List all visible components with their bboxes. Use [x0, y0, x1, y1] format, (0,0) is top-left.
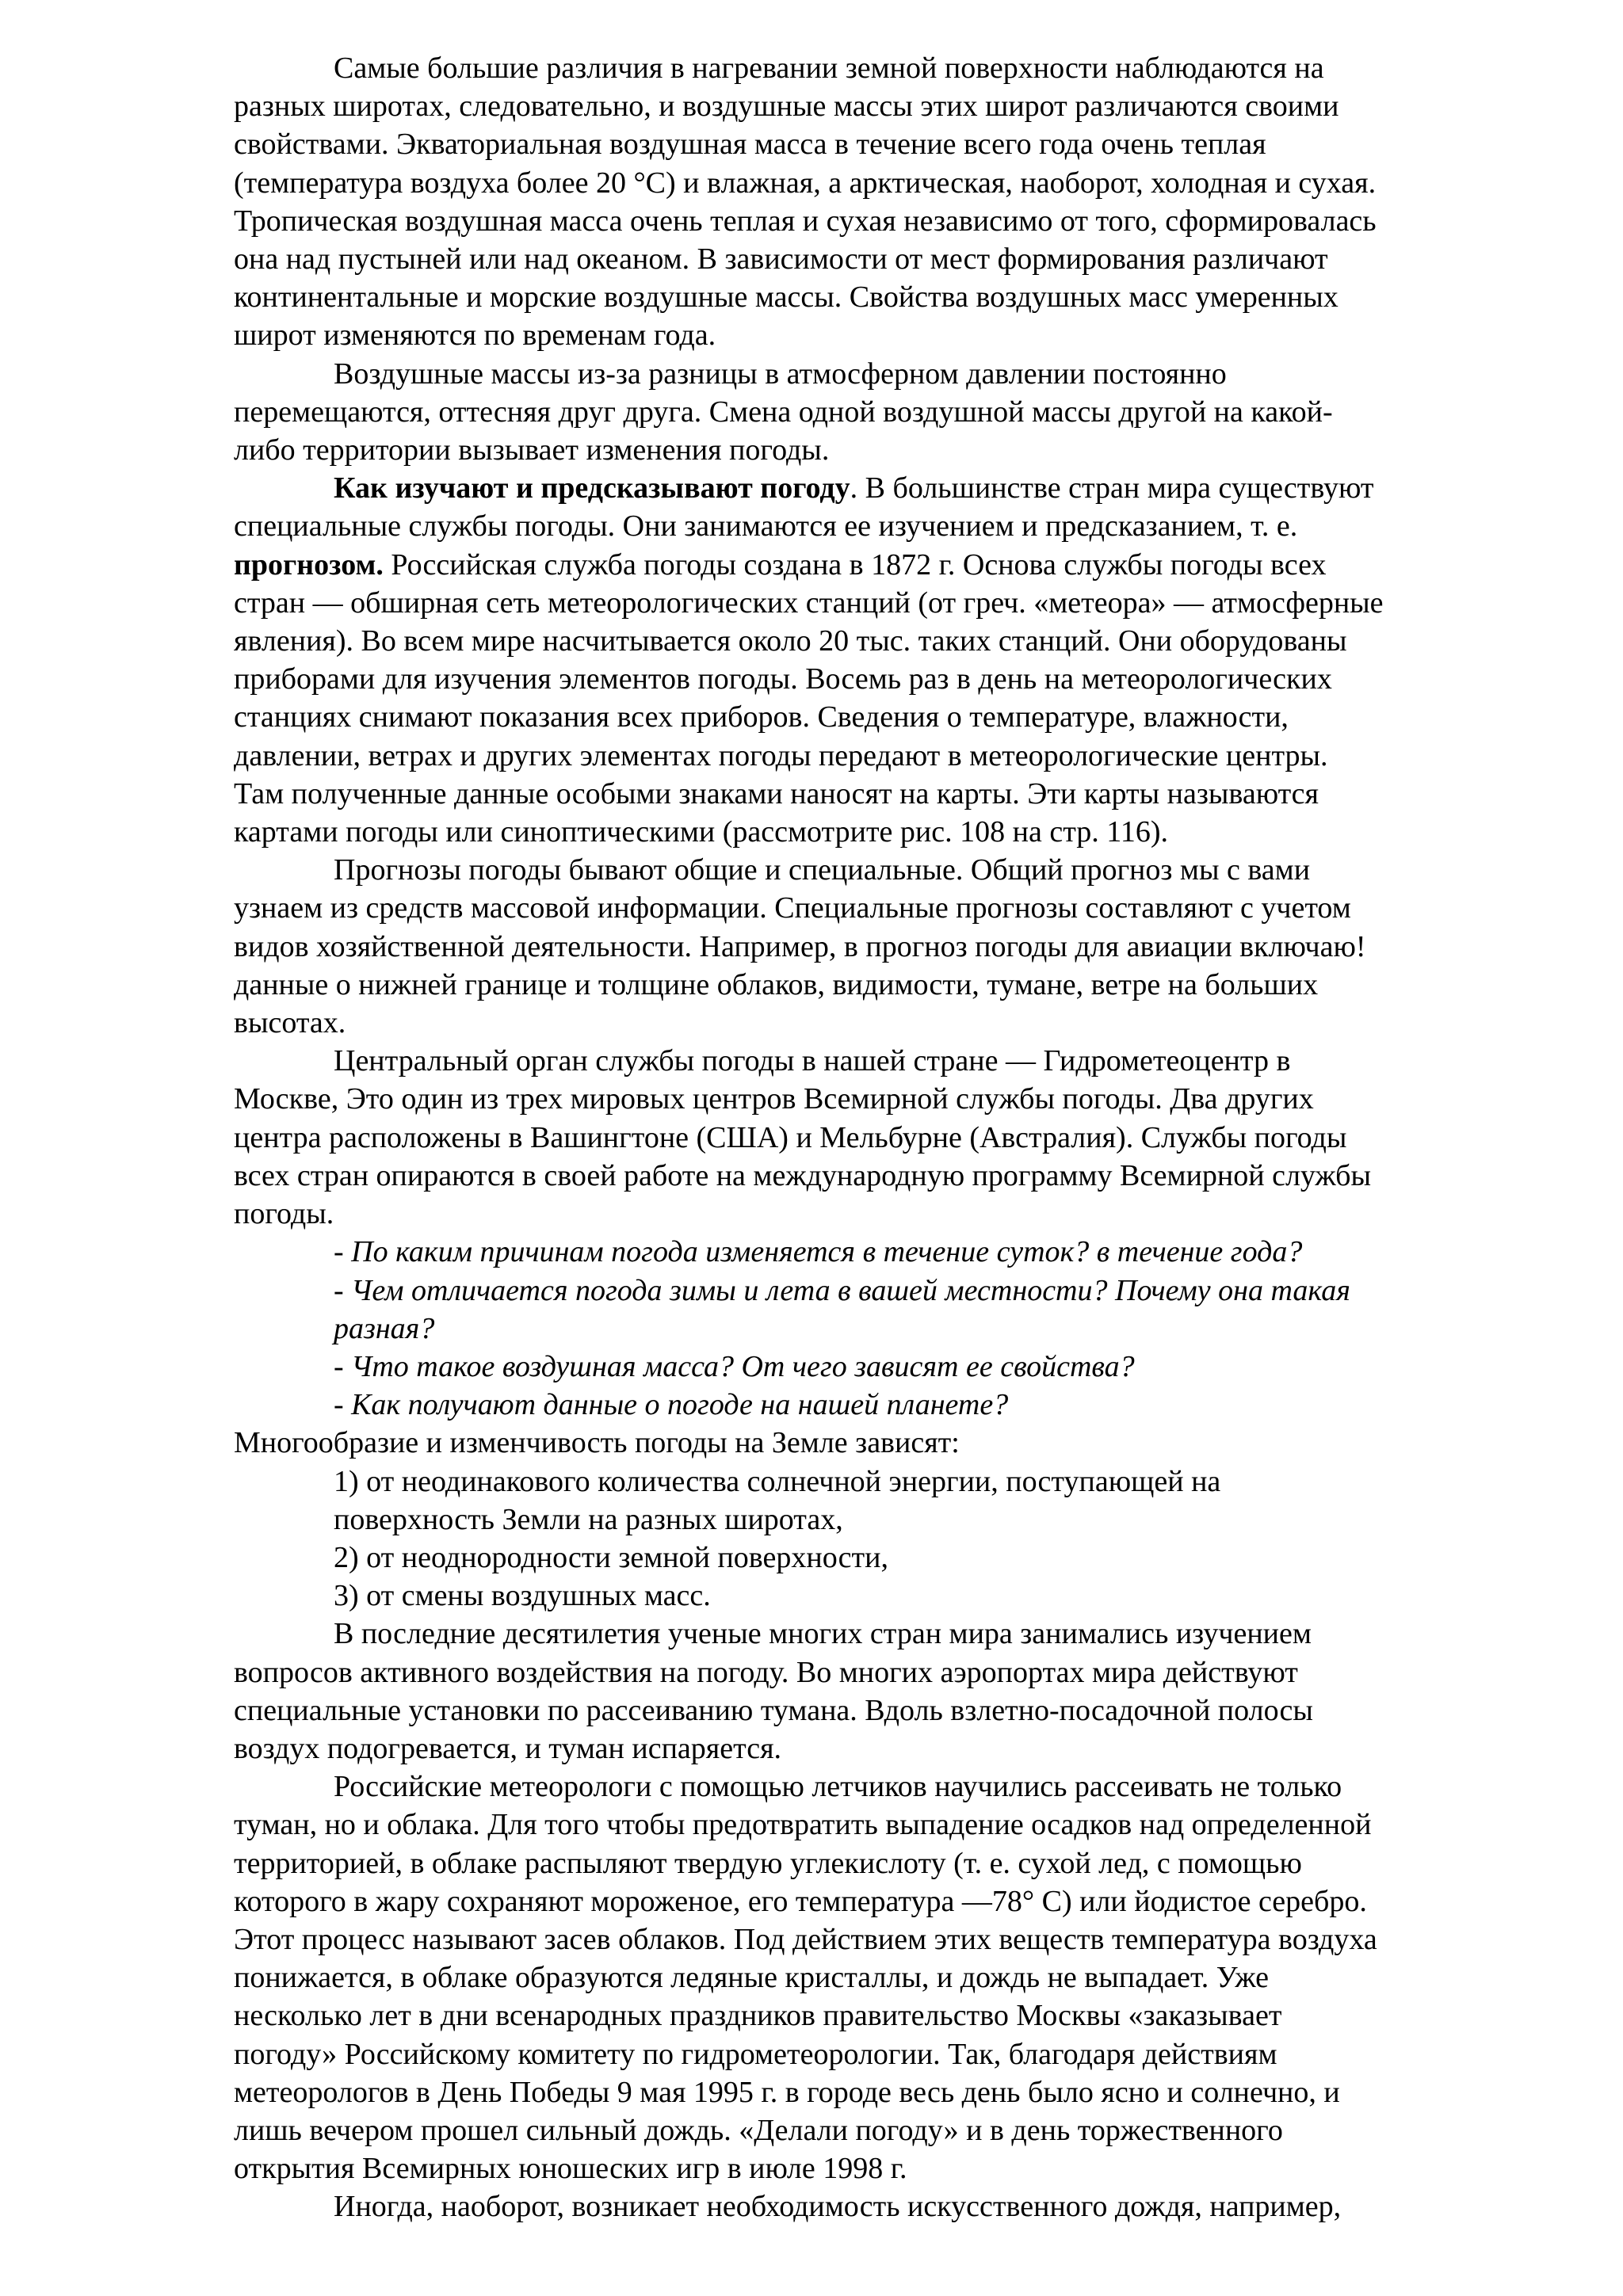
paragraph-weather-forecasting	[234, 469, 1502, 851]
text-line: погоду» Российскому комитету по гидрометеорологии. Так, благодаря действиям	[234, 2037, 1277, 2071]
text-line: она над пустыней или над океаном. В зависимости от мест формирования различают	[234, 242, 1328, 277]
text-line: 3) от смены воздушных масс.	[334, 1579, 711, 1613]
text-line: несколько лет в дни всенародных праздников правительство Москвы «заказывает	[234, 1999, 1282, 2033]
text-line: туман, но и облака. Для того чтобы предотвратить выпадение осадков над определенной	[234, 1808, 1372, 1842]
text-line: разная?	[334, 1311, 435, 1345]
text-line: территорией, в облаке распыляют твердую углекислоту (т. е. сухой лед, с помощью	[234, 1846, 1302, 1880]
text-line: поверхность Земли на разных широтах,	[334, 1502, 843, 1536]
term-forecast: прогнозом.	[234, 547, 384, 582]
text-line: давлении, ветрах и других элементах погоды передают в метеорологические центры.	[234, 738, 1328, 772]
question-item	[234, 1272, 1502, 1348]
text-line: видов хозяйственной деятельности. Например, в прогноз погоды для авиации включаю!	[234, 929, 1366, 963]
question-item	[234, 1386, 1502, 1424]
paragraph-fog-dispersal	[234, 1615, 1502, 1768]
text-line: центра расположены в Вашингтоне (США) и Мельбурне (Австралия). Службы погоды	[234, 1120, 1347, 1154]
paragraph-artificial-rain	[234, 2187, 1502, 2225]
text-line: погоды.	[234, 1197, 334, 1231]
text-line: Российские метеорологи с помощью летчиков научились рассеивать не только	[334, 1770, 1342, 1804]
text-line: либо территории вызывает изменения погоды.	[234, 433, 830, 467]
text-line: Центральный орган службы погоды в нашей стране — Гидрометеоцентр в	[334, 1044, 1291, 1078]
text-line: узнаем из средств массовой информации. Специальные прогнозы составляют с учетом	[234, 891, 1351, 925]
text-line: картами погоды или синоптическими (рассмотрите рис. 108 на стр. 116).	[234, 815, 1169, 849]
text-line: приборами для изучения элементов погоды. Восемь раз в день на метеорологических	[234, 662, 1332, 696]
text-line: Тропическая воздушная масса очень теплая и сухая независимо от того, сформировалась	[234, 204, 1377, 238]
text-line: перемещаются, оттесняя друг друга. Смена одной воздушной массы другой на какой-	[234, 395, 1333, 429]
text-line: стран — обширная сеть метеорологических станций (от греч. «метеора» — атмосферные	[234, 585, 1384, 620]
list-item	[234, 1539, 1502, 1577]
text-line: открытия Всемирных юношеских игр в июле 1998 г.	[234, 2152, 907, 2186]
text-line: вопросов активного воздействия на погоду. Во многих аэропортах мира действуют	[234, 1655, 1298, 1689]
text-line: разных широтах, следовательно, и воздушные массы этих широт различаются своими	[234, 90, 1339, 124]
text-line: - Чем отличается погода зимы и лета в вашей местности? Почему она такая	[334, 1273, 1350, 1307]
text-line	[234, 469, 1502, 507]
text-line: специальные службы погоды. Они занимаются ее изучением и предсказанием, т. е.	[234, 509, 1298, 543]
text-line: специальные установки по рассеиванию тумана. Вдоль взлетно-посадочной полосы	[234, 1693, 1313, 1727]
text-line: метеорологов в День Победы 9 мая 1995 г. в городе весь день было ясно и солнечно, и	[234, 2075, 1340, 2109]
text-line: Воздушные массы из-за разницы в атмосферном давлении постоянно	[334, 357, 1227, 391]
paragraph-cloud-seeding	[234, 1768, 1502, 2187]
paragraph-air-mass-movement	[234, 355, 1502, 470]
section-heading: Как изучают и предсказывают погоду	[334, 471, 850, 505]
text-line: В последние десятилетия ученые многих стран мира занимались изучением	[334, 1617, 1312, 1651]
text-fragment: . В большинстве стран мира существуют	[850, 471, 1374, 505]
text-line: Там полученные данные особыми знаками наносят на карты. Эти карты называются	[234, 776, 1319, 810]
text-line: Прогнозы погоды бывают общие и специальные. Общий прогноз мы с вами	[334, 853, 1311, 887]
factors-list	[234, 1463, 1502, 1615]
text-line: всех стран опираются в своей работе на международную программу Всемирной службы	[234, 1158, 1372, 1192]
review-questions	[234, 1233, 1502, 1424]
list-item	[234, 1463, 1502, 1539]
text-line: свойствами. Экваториальная воздушная масса в течение всего года очень теплая	[234, 128, 1266, 162]
text-line: воздух подогревается, и туман испаряется.	[234, 1731, 782, 1765]
document-body	[234, 49, 1502, 2226]
text-line: - Что такое воздушная масса? От чего зависят ее свойства?	[334, 1349, 1135, 1383]
text-line: Многообразие и изменчивость погоды на Земле зависят:	[234, 1426, 960, 1460]
text-line: - Как получают данные о погоде на нашей планете?	[334, 1388, 1009, 1422]
text-line: явления). Во всем мире насчитывается около 20 тыс. таких станций. Они оборудованы	[234, 624, 1347, 658]
text-line: Этот процесс называют засев облаков. Под действием этих веществ температура воздуха	[234, 1922, 1377, 1956]
text-line: широт изменяются по временам года.	[234, 318, 716, 353]
text-line: (температура воздуха более 20 °С) и влажная, а арктическая, наоборот, холодная и сухая.	[234, 166, 1377, 200]
text-line: данные о нижней границе и толщине облаков, видимости, тумане, ветре на больших	[234, 967, 1319, 1001]
paragraph-hydrometcenter	[234, 1042, 1502, 1233]
paragraph-air-masses	[234, 49, 1502, 355]
text-fragment: Российская служба погоды создана в 1872 г. Основа службы погоды всех	[383, 547, 1327, 582]
factors-intro	[234, 1424, 1502, 1462]
text-line: 2) от неоднородности земной поверхности,	[334, 1540, 888, 1574]
paragraph-forecast-types	[234, 851, 1502, 1042]
text-line: лишь вечером прошел сильный дождь. «Делали погоду» и в день торжественного	[234, 2113, 1283, 2147]
text-line: Самые большие различия в нагревании земной поверхности наблюдаются на	[334, 51, 1324, 85]
text-line: Иногда, наоборот, возникает необходимость искусственного дождя, например,	[334, 2190, 1342, 2224]
text-line: Москве, Это один из трех мировых центров Всемирной службы погоды. Два других	[234, 1082, 1314, 1116]
text-line: станциях снимают показания всех приборов. Сведения о температуре, влажности,	[234, 700, 1289, 734]
text-line: понижается, в облаке образуются ледяные кристаллы, и дождь не выпадает. Уже	[234, 1961, 1269, 1995]
text-line: континентальные и морские воздушные массы. Свойства воздушных масс умеренных	[234, 280, 1338, 315]
text-line: - По каким причинам погода изменяется в течение суток? в течение года?	[334, 1235, 1303, 1269]
question-item	[234, 1233, 1502, 1271]
text-line: 1) от неодинакового количества солнечной энергии, поступающей на	[334, 1464, 1221, 1498]
text-line: которого в жару сохраняют мороженое, его температура —78° С) или йодистое серебро.	[234, 1884, 1367, 1918]
question-item	[234, 1348, 1502, 1386]
text-line	[234, 546, 1502, 584]
list-item	[234, 1577, 1502, 1615]
text-line: высотах.	[234, 1006, 346, 1040]
